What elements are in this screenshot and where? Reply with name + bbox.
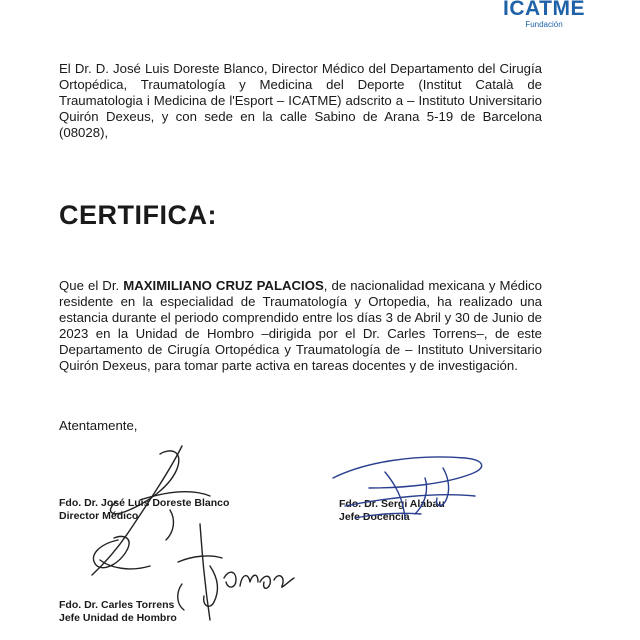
signatory-jefe-docencia — [339, 498, 445, 524]
certification-body: , de nacionalidad mexicana y Médico residente en la especialidad de Traumatología y Ortopedia, ha realizado una estancia durante el periodo comprendido entre los días 3 de Abril y 30 de Junio de 2023 en la Unidad de Hombro –dirigida por el Dr. Carles Torrens–, de este Departamento de Cirugía Ortopédica y Traumatología de – Instituto Universitario Quirón Dexeus, para tomar parte activa en tareas docentes y de investigación. — [59, 278, 542, 373]
signature-alabau — [325, 448, 495, 538]
signatory-jefe-unidad-hombro — [59, 599, 177, 625]
signatory-director-medico — [59, 497, 229, 523]
signatory-name: Fdo. Dr. Carles Torrens — [59, 599, 175, 611]
certifica-heading: CERTIFICA: — [59, 200, 217, 230]
signatory-role: Jefe Unidad de Hombro — [59, 612, 177, 624]
signatory-name: Fdo. Dr. Sergi Alabau — [339, 498, 445, 510]
signature-torrens — [170, 520, 310, 630]
intro-paragraph: El Dr. D. José Luis Doreste Blanco, Director Médico del Departamento del Cirugía Ortopédica, Traumatología y Medicina del Deporte (Institut Català de Traumatologia i Medicina de l'Esport – ICATME) adscrito a – Instituto Universitario Quirón Dexeus, y con sede en la calle Sabino de Arana 5-19 de Barcelona (08028), — [59, 61, 542, 140]
logo-subtitle: Fundación — [525, 20, 563, 29]
signatory-name: Fdo. Dr. José Luis Doreste Blanco — [59, 497, 230, 509]
certification-paragraph — [59, 278, 542, 374]
resident-name: MAXIMILIANO CRUZ PALACIOS — [123, 278, 324, 293]
signatory-role: Jefe Docencia — [339, 511, 410, 523]
icatme-logo — [498, 0, 590, 30]
logo-wordmark: ICATME — [503, 0, 585, 20]
signatory-role: Director Médico — [59, 510, 139, 522]
closing-salutation: Atentamente, — [59, 418, 138, 433]
certification-prefix: Que el Dr. — [59, 278, 124, 293]
